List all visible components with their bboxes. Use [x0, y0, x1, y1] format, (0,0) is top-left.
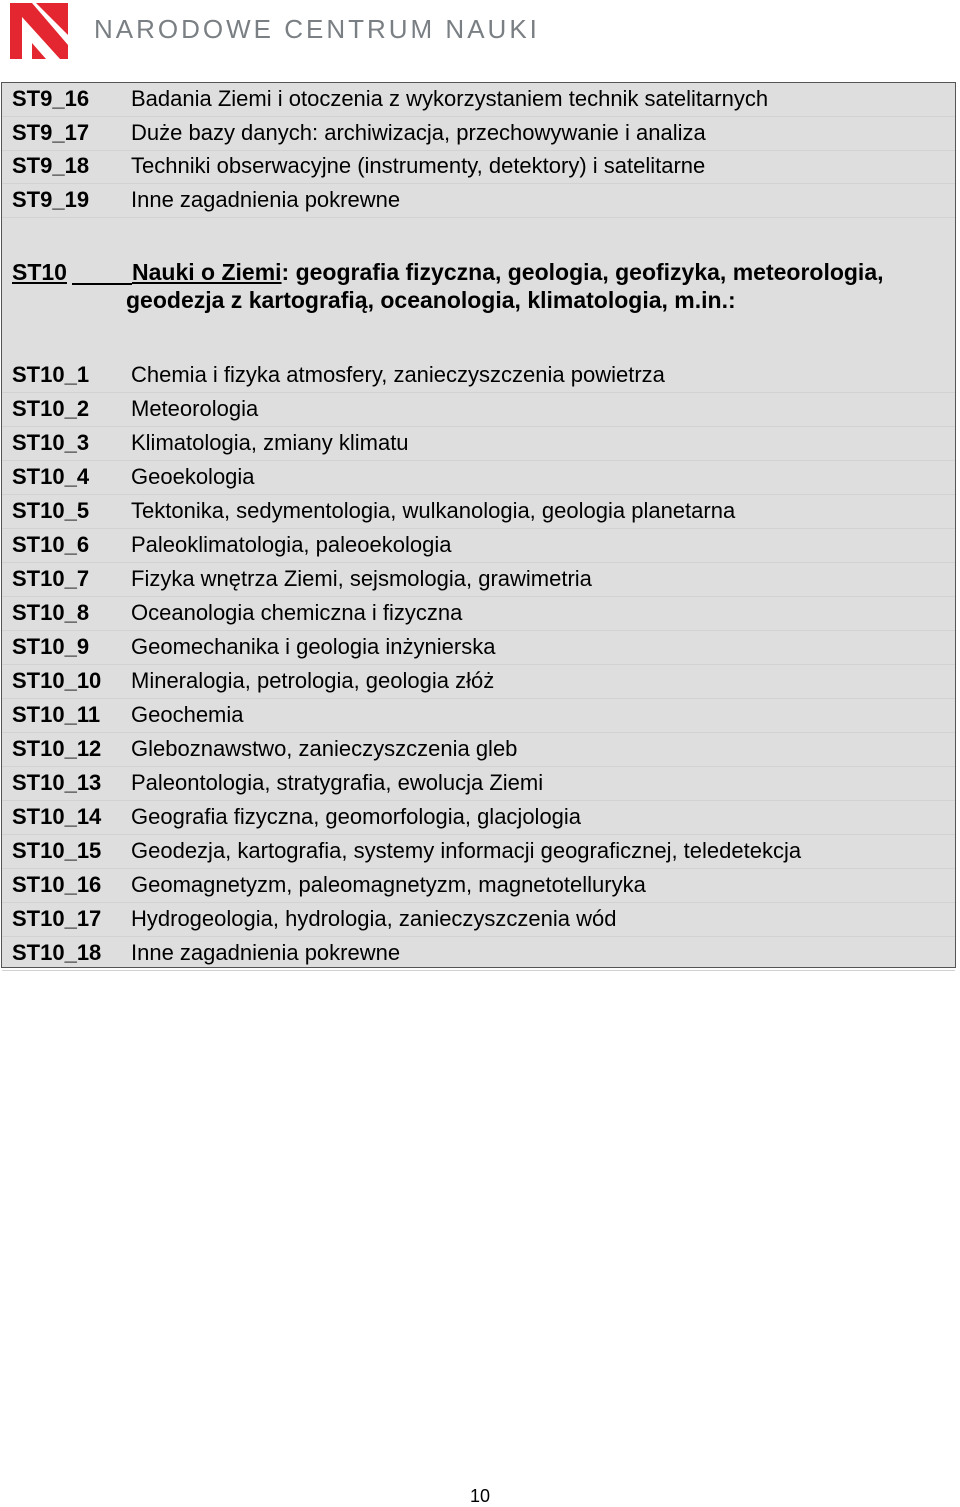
table-row — [2, 117, 955, 151]
table-row — [2, 461, 955, 495]
discipline-code: ST10_10 — [12, 668, 102, 693]
discipline-code: ST9_16 — [12, 86, 90, 111]
discipline-code: ST9_18 — [12, 153, 90, 178]
discipline-description: Inne zagadnienia pokrewne — [131, 940, 401, 965]
discipline-code: ST10_18 — [12, 940, 102, 965]
discipline-code: ST10_17 — [12, 906, 102, 931]
discipline-code: ST10_14 — [12, 804, 102, 829]
discipline-code: ST10_16 — [12, 872, 102, 897]
discipline-description: Mineralogia, petrologia, geologia złóż — [131, 668, 495, 693]
discipline-code: ST10_7 — [12, 566, 90, 591]
discipline-description: Klimatologia, zmiany klimatu — [131, 430, 409, 455]
discipline-description: Badania Ziemi i otoczenia z wykorzystaniem technik satelitarnych — [131, 86, 769, 111]
discipline-code: ST10_3 — [12, 430, 90, 455]
table-row — [2, 835, 955, 869]
discipline-description: Techniki obserwacyjne (instrumenty, detektory) i satelitarne — [131, 153, 706, 178]
classification-table — [1, 82, 956, 968]
discipline-description: Paleoklimatologia, paleoekologia — [131, 532, 452, 557]
table-row — [2, 184, 955, 218]
discipline-description: Tektonika, sedymentologia, wulkanologia, geologia planetarna — [131, 498, 736, 523]
organization-name: NARODOWE CENTRUM NAUKI — [94, 14, 540, 44]
discipline-code: ST10_1 — [12, 362, 90, 387]
discipline-code: ST10_13 — [12, 770, 102, 795]
discipline-code: ST10_4 — [12, 464, 90, 489]
discipline-code: ST9_17 — [12, 119, 90, 145]
discipline-description: Geochemia — [131, 702, 244, 727]
discipline-description: Geoekologia — [131, 464, 255, 489]
discipline-description: Geodezja, kartografia, systemy informacji geograficznej, teledetekcja — [131, 838, 802, 863]
section-title-line1 — [132, 257, 884, 287]
discipline-code: ST10_8 — [12, 600, 90, 625]
table-row — [2, 665, 955, 699]
table-row — [2, 631, 955, 665]
discipline-description: Inne zagadnienia pokrewne — [131, 186, 401, 212]
table-row — [2, 83, 955, 117]
table-row — [2, 359, 955, 393]
table-row — [2, 393, 955, 427]
table-row — [2, 563, 955, 597]
table-row — [2, 529, 955, 563]
discipline-description: Geomechanika i geologia inżynierska — [131, 634, 496, 659]
discipline-code: ST10_6 — [12, 532, 90, 557]
table-row — [2, 597, 955, 631]
discipline-description: Fizyka wnętrza Ziemi, sejsmologia, grawimetria — [131, 566, 592, 591]
table-row — [2, 801, 955, 835]
discipline-description: Gleboznawstwo, zanieczyszczenia gleb — [131, 736, 518, 761]
discipline-description: Chemia i fizyka atmosfery, zanieczyszczenia powietrza — [131, 362, 665, 387]
discipline-description: Meteorologia — [131, 396, 259, 421]
discipline-description: Geomagnetyzm, paleomagnetyzm, magnetotelluryka — [131, 872, 646, 897]
table-row — [2, 903, 955, 937]
table-row — [2, 699, 955, 733]
discipline-code: ST10_2 — [12, 396, 90, 421]
section-heading — [2, 257, 955, 321]
ncn-logo-icon — [10, 3, 68, 59]
section-title-line2: geodezja z kartografią, oceanologia, klimatologia, m.in.: — [126, 287, 736, 313]
discipline-description: Hydrogeologia, hydrologia, zanieczyszczenia wód — [131, 906, 617, 931]
page-number: 10 — [469, 1486, 491, 1506]
discipline-code: ST10_11 — [12, 702, 101, 727]
table-row — [2, 869, 955, 903]
discipline-code: ST10_12 — [12, 736, 102, 761]
table-row — [2, 427, 955, 461]
discipline-description: Duże bazy danych: archiwizacja, przechowywanie i analiza — [131, 119, 706, 145]
table-row — [2, 150, 955, 184]
discipline-code: ST9_19 — [12, 186, 90, 212]
section-title-underlined: Nauki o Ziemi — [132, 259, 282, 285]
discipline-code: ST10_15 — [12, 838, 102, 863]
discipline-code: ST10_5 — [12, 498, 90, 523]
table-row — [2, 937, 955, 971]
table-row — [2, 495, 955, 529]
table-row — [2, 767, 955, 801]
section-code: ST10 — [12, 259, 67, 285]
page-header — [0, 0, 960, 62]
discipline-description: Paleontologia, stratygrafia, ewolucja Ziemi — [131, 770, 544, 795]
section-underline — [72, 283, 132, 285]
section-title-rest: : geografia fizyczna, geologia, geofizyka, meteorologia, — [281, 259, 884, 285]
discipline-description: Oceanologia chemiczna i fizyczna — [131, 600, 463, 625]
table-row — [2, 733, 955, 767]
discipline-code: ST10_9 — [12, 634, 90, 659]
discipline-description: Geografia fizyczna, geomorfologia, glacjologia — [131, 804, 582, 829]
